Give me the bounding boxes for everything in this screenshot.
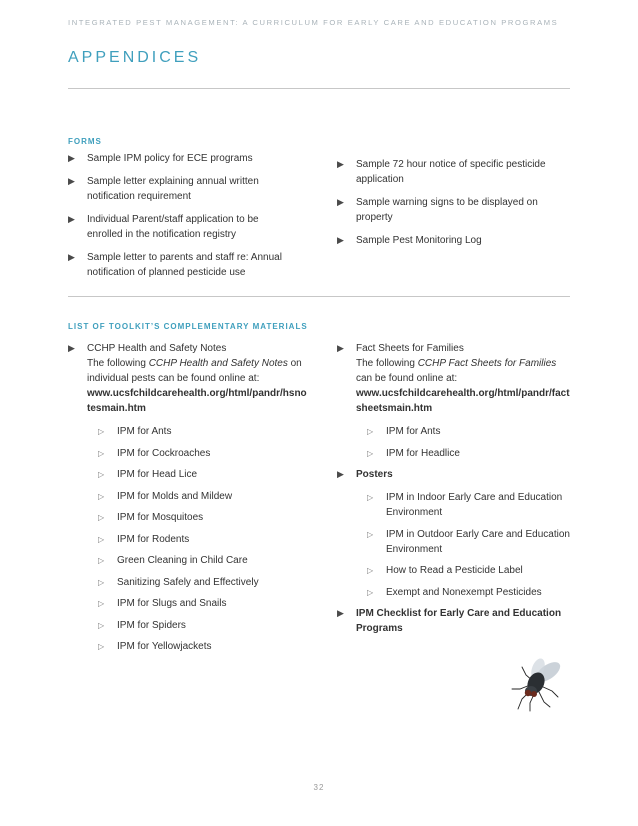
toolkit-right-column xyxy=(337,341,572,636)
fact-sheet-text: IPM for Headlice xyxy=(386,447,460,459)
form-item-text: Sample 72 hour notice of specific pesticide application xyxy=(356,159,546,185)
outline-triangle-icon: ▷ xyxy=(98,470,105,479)
fact-sheets-heading: Fact Sheets for Families xyxy=(356,343,464,354)
outline-triangle-icon: ▷ xyxy=(367,587,374,597)
sub-list-item xyxy=(337,490,572,520)
divider xyxy=(68,296,570,297)
health-note-text: Sanitizing Safely and Effectively xyxy=(117,576,259,588)
list-item xyxy=(337,195,577,225)
bullet-triangle-icon: ▶ xyxy=(68,252,75,262)
bullet-triangle-icon: ▶ xyxy=(68,153,75,163)
health-note-text: IPM for Ants xyxy=(117,426,172,437)
sub-list-item xyxy=(337,424,572,439)
outline-triangle-icon: ▷ xyxy=(98,491,105,501)
outline-triangle-icon: ▷ xyxy=(367,529,374,539)
bullet-triangle-icon: ▶ xyxy=(337,469,344,479)
form-item-text: Individual Parent/staff application to be enrolled in the notification registry xyxy=(87,214,259,240)
bullet-triangle-icon: ▶ xyxy=(68,176,75,186)
outline-triangle-icon: ▷ xyxy=(98,427,105,436)
sub-list-item xyxy=(337,563,572,578)
bullet-triangle-icon: ▶ xyxy=(337,608,344,618)
form-item-text: Sample letter to parents and staff re: Annual notification of planned pesticide use xyxy=(87,252,282,278)
poster-text: IPM in Indoor Early Care and Education Environment xyxy=(386,492,563,518)
outline-triangle-icon: ▷ xyxy=(98,448,105,458)
fact-sheets-url[interactable]: www.ucsfchildcarehealth.org/html/pandr/factsheetsmain.htm xyxy=(356,388,570,414)
sub-list-item xyxy=(68,446,308,461)
posters-heading: Posters xyxy=(356,469,393,480)
list-item xyxy=(337,341,572,461)
health-notes-heading: CCHP Health and Safety Notes xyxy=(87,343,227,354)
sub-list-item xyxy=(68,532,308,547)
outline-triangle-icon: ▷ xyxy=(367,566,374,575)
list-item xyxy=(337,467,572,600)
poster-text: How to Read a Pesticide Label xyxy=(386,565,523,576)
bullet-triangle-icon: ▶ xyxy=(68,214,75,224)
checklist-heading: IPM Checklist for Early Care and Education Programs xyxy=(356,608,562,634)
health-notes-sublist xyxy=(68,424,308,654)
poster-text: Exempt and Nonexempt Pesticides xyxy=(386,586,542,598)
form-item-text: Sample IPM policy for ECE programs xyxy=(87,153,253,164)
section-label-forms: FORMS xyxy=(68,137,102,146)
list-item xyxy=(337,233,577,248)
sub-list-item xyxy=(68,510,308,525)
outline-triangle-icon: ▷ xyxy=(367,427,374,436)
health-note-text: IPM for Molds and Mildew xyxy=(117,490,233,502)
section-label-toolkit: LIST OF TOOLKIT’S COMPLEMENTARY MATERIALS xyxy=(68,322,308,331)
page-title: APPENDICES xyxy=(68,49,202,66)
page-number: 32 xyxy=(313,783,325,792)
health-notes-intro: The following CCHP Health and Safety Notes on individual pests can be found online at: xyxy=(87,358,302,384)
sub-list-item xyxy=(68,639,308,654)
sub-list-item xyxy=(68,424,308,439)
list-item xyxy=(68,212,290,242)
health-note-text: IPM for Spiders xyxy=(117,619,186,631)
running-head: INTEGRATED PEST MANAGEMENT: A CURRICULUM FOR EARLY CARE AND EDUCATION PROGRAMS xyxy=(68,18,559,27)
sub-list-item xyxy=(68,489,308,504)
form-item-text: Sample letter explaining annual written notification requirement xyxy=(87,176,259,202)
sub-list-item xyxy=(337,585,572,600)
bullet-triangle-icon: ▶ xyxy=(68,343,75,353)
form-item-text: Sample warning signs to be displayed on property xyxy=(356,197,538,223)
health-notes-block xyxy=(68,341,308,661)
outline-triangle-icon: ▷ xyxy=(98,534,105,544)
list-item xyxy=(68,151,290,166)
outline-triangle-icon: ▷ xyxy=(98,620,105,630)
bullet-triangle-icon: ▶ xyxy=(337,235,344,245)
health-note-text: IPM for Cockroaches xyxy=(117,447,211,459)
outline-triangle-icon: ▷ xyxy=(98,642,105,651)
bullet-triangle-icon: ▶ xyxy=(337,197,344,207)
forms-list-right xyxy=(337,157,577,256)
sub-list-item xyxy=(337,527,572,557)
bullet-triangle-icon: ▶ xyxy=(337,159,344,169)
fact-sheet-text: IPM for Ants xyxy=(386,426,441,437)
divider xyxy=(68,88,570,89)
forms-list-left xyxy=(68,151,290,288)
health-note-text: IPM for Head Lice xyxy=(117,469,198,480)
list-item xyxy=(68,341,308,416)
outline-triangle-icon: ▷ xyxy=(367,493,374,502)
form-item-text: Sample Pest Monitoring Log xyxy=(356,235,482,246)
list-item xyxy=(337,157,577,187)
sub-list-item xyxy=(337,446,572,461)
health-note-text: IPM for Rodents xyxy=(117,533,190,545)
list-item xyxy=(68,250,290,280)
health-notes-url[interactable]: www.ucsfchildcarehealth.org/html/pandr/hsnotesmain.htm xyxy=(87,388,307,414)
bullet-triangle-icon: ▶ xyxy=(337,343,344,353)
list-item xyxy=(337,606,572,636)
outline-triangle-icon: ▷ xyxy=(98,577,105,587)
sub-list-item xyxy=(68,553,308,568)
sub-list-item xyxy=(68,618,308,633)
outline-triangle-icon: ▷ xyxy=(98,513,105,522)
fact-sheets-intro: The following CCHP Fact Sheets for Families can be found online at: xyxy=(356,358,557,384)
sub-list-item xyxy=(68,467,308,482)
fly-icon xyxy=(508,655,568,713)
list-item xyxy=(68,174,290,204)
health-note-text: IPM for Yellowjackets xyxy=(117,641,212,652)
health-note-text: IPM for Mosquitoes xyxy=(117,512,204,523)
outline-triangle-icon: ▷ xyxy=(98,556,105,565)
health-note-text: IPM for Slugs and Snails xyxy=(117,598,227,609)
health-note-text: Green Cleaning in Child Care xyxy=(117,555,248,566)
outline-triangle-icon: ▷ xyxy=(98,599,105,608)
outline-triangle-icon: ▷ xyxy=(367,448,374,458)
poster-text: IPM in Outdoor Early Care and Education Environment xyxy=(386,528,570,555)
sub-list-item xyxy=(68,575,308,590)
sub-list-item xyxy=(68,596,308,611)
posters-sublist xyxy=(337,490,572,600)
fact-sheets-sublist xyxy=(337,424,572,461)
